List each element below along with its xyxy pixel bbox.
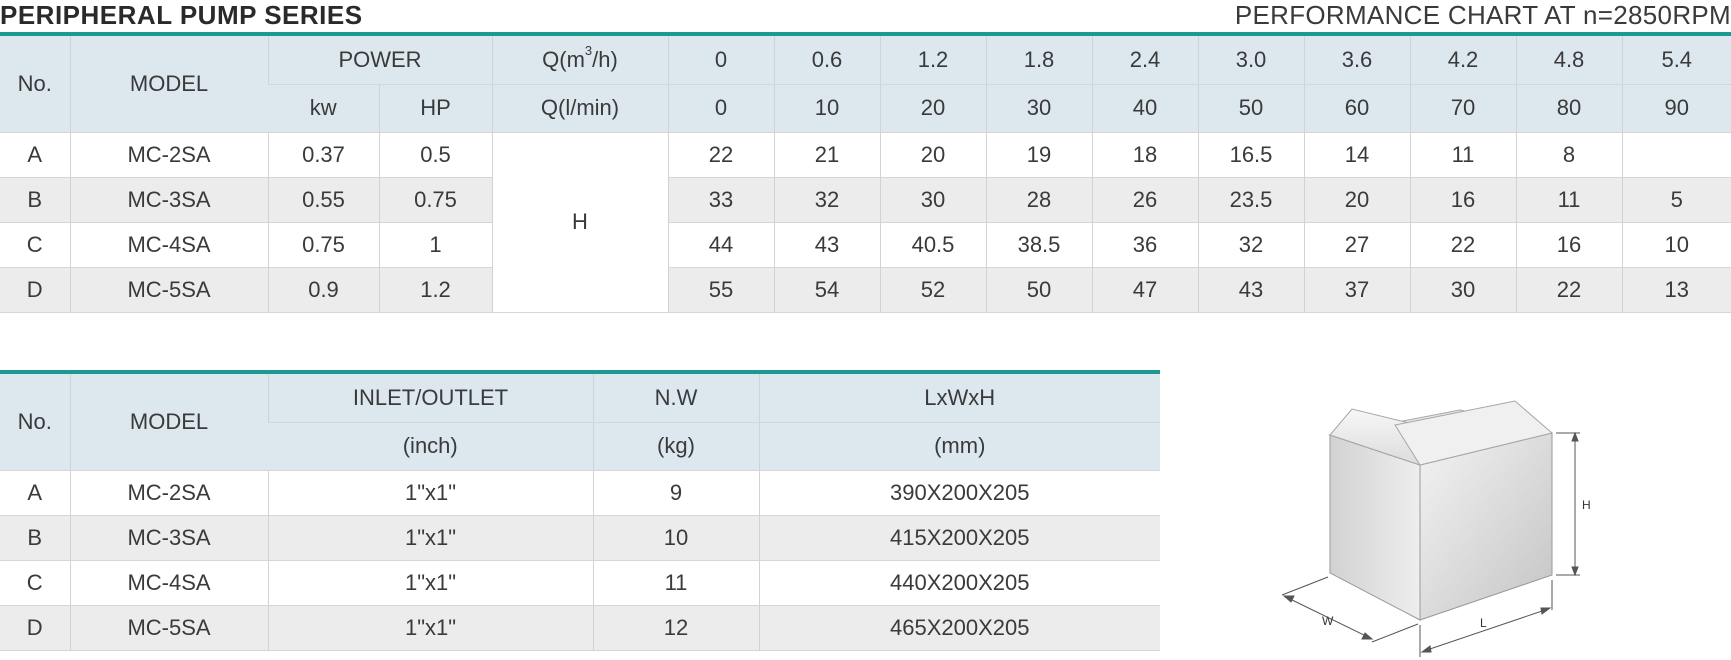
flow-m3h-value: 5.4 xyxy=(1622,36,1731,84)
head-value: 11 xyxy=(1516,177,1622,222)
row-model: MC-5SA xyxy=(70,605,268,650)
head-value: 23.5 xyxy=(1198,177,1304,222)
head-value: 47 xyxy=(1092,267,1198,312)
head-value: 36 xyxy=(1092,222,1198,267)
row-no: C xyxy=(0,560,70,605)
head-value: 55 xyxy=(668,267,774,312)
row-model: MC-3SA xyxy=(70,515,268,560)
packing-header-row-1 xyxy=(0,374,1160,422)
row-dimensions: 415X200X205 xyxy=(759,515,1160,560)
row-net-weight: 11 xyxy=(593,560,759,605)
head-value: 18 xyxy=(1092,132,1198,177)
head-value: 33 xyxy=(668,177,774,222)
head-value: 37 xyxy=(1304,267,1410,312)
table-row xyxy=(0,605,1160,650)
row-inlet-outlet: 1"x1" xyxy=(268,560,593,605)
head-value: 22 xyxy=(668,132,774,177)
flow-m3h-value: 0.6 xyxy=(774,36,880,84)
table-row xyxy=(0,177,1731,222)
flow-m3h-value: 1.2 xyxy=(880,36,986,84)
flow-lmin-value: 90 xyxy=(1622,84,1731,132)
row-no: C xyxy=(0,222,70,267)
width-label: W xyxy=(1322,614,1334,628)
row-kw: 0.55 xyxy=(268,177,379,222)
row-no: A xyxy=(0,132,70,177)
row-dimensions: 440X200X205 xyxy=(759,560,1160,605)
table-row xyxy=(0,222,1731,267)
flow-m3h-value: 2.4 xyxy=(1092,36,1198,84)
row-hp: 0.5 xyxy=(379,132,492,177)
table-row xyxy=(0,470,1160,515)
performance-chart-title: PERFORMANCE CHART AT n=2850RPM xyxy=(1234,0,1731,30)
flow-m3h-value: 0 xyxy=(668,36,774,84)
col-header-no: No. xyxy=(0,374,70,470)
row-kw: 0.37 xyxy=(268,132,379,177)
table-row xyxy=(0,267,1731,312)
flow-lmin-value: 70 xyxy=(1410,84,1516,132)
flow-lmin-value: 10 xyxy=(774,84,880,132)
head-value: 40.5 xyxy=(880,222,986,267)
row-no: D xyxy=(0,267,70,312)
flow-lmin-value: 40 xyxy=(1092,84,1198,132)
flow-lmin-value: 50 xyxy=(1198,84,1304,132)
row-no: B xyxy=(0,177,70,222)
col-header-inlet-outlet: INLET/OUTLET xyxy=(268,374,593,422)
head-value: 43 xyxy=(1198,267,1304,312)
row-inlet-outlet: 1"x1" xyxy=(268,515,593,560)
flow-m3h-value: 4.2 xyxy=(1410,36,1516,84)
head-value: 27 xyxy=(1304,222,1410,267)
series-title: PERIPHERAL PUMP SERIES xyxy=(0,0,363,30)
col-header-power: POWER xyxy=(268,36,492,84)
height-label: H xyxy=(1582,498,1591,512)
flow-m3h-value: 1.8 xyxy=(986,36,1092,84)
performance-header-row-1 xyxy=(0,36,1731,84)
row-hp: 0.75 xyxy=(379,177,492,222)
row-model: MC-2SA xyxy=(70,470,268,515)
head-value: 52 xyxy=(880,267,986,312)
col-unit-kg: (kg) xyxy=(593,422,759,470)
col-header-model: MODEL xyxy=(70,36,268,132)
carton-box-diagram xyxy=(1270,395,1600,660)
col-header-no: No. xyxy=(0,36,70,132)
head-value: 30 xyxy=(1410,267,1516,312)
flow-lmin-value: 0 xyxy=(668,84,774,132)
col-header-flow-m3h: $Q(m^3/h)$ xyxy=(492,36,668,84)
row-inlet-outlet: 1"x1" xyxy=(268,605,593,650)
head-value: 8 xyxy=(1516,132,1622,177)
head-value: 16 xyxy=(1516,222,1622,267)
flow-lmin-value: 80 xyxy=(1516,84,1622,132)
col-header-kw: kw xyxy=(268,84,379,132)
packing-table xyxy=(0,374,1160,651)
carton-box-icon xyxy=(1330,401,1552,620)
table-row xyxy=(0,560,1160,605)
table-row xyxy=(0,132,1731,177)
row-hp: 1 xyxy=(379,222,492,267)
row-dimensions: 465X200X205 xyxy=(759,605,1160,650)
row-dimensions: 390X200X205 xyxy=(759,470,1160,515)
row-no: D xyxy=(0,605,70,650)
head-label-cell: H xyxy=(492,132,668,312)
row-net-weight: 9 xyxy=(593,470,759,515)
head-value: 22 xyxy=(1516,267,1622,312)
row-net-weight: 10 xyxy=(593,515,759,560)
head-value: 20 xyxy=(1304,177,1410,222)
row-no: B xyxy=(0,515,70,560)
head-value: 20 xyxy=(880,132,986,177)
flow-lmin-value: 60 xyxy=(1304,84,1410,132)
head-value: 11 xyxy=(1410,132,1516,177)
head-value: 32 xyxy=(774,177,880,222)
row-inlet-outlet: 1"x1" xyxy=(268,470,593,515)
head-value: 16 xyxy=(1410,177,1516,222)
row-no: A xyxy=(0,470,70,515)
head-value: 19 xyxy=(986,132,1092,177)
row-model: MC-4SA xyxy=(70,560,268,605)
head-value: 28 xyxy=(986,177,1092,222)
col-header-model: MODEL xyxy=(70,374,268,470)
head-value: 30 xyxy=(880,177,986,222)
row-kw: 0.75 xyxy=(268,222,379,267)
head-value: 10 xyxy=(1622,222,1731,267)
head-value: 54 xyxy=(774,267,880,312)
col-header-net-weight: N.W xyxy=(593,374,759,422)
col-unit-mm: (mm) xyxy=(759,422,1160,470)
head-value: 50 xyxy=(986,267,1092,312)
row-hp: 1.2 xyxy=(379,267,492,312)
head-value: 44 xyxy=(668,222,774,267)
performance-table xyxy=(0,36,1731,313)
flow-m3h-value: 3.6 xyxy=(1304,36,1410,84)
row-kw: 0.9 xyxy=(268,267,379,312)
head-value: 14 xyxy=(1304,132,1410,177)
col-header-dimensions: LxWxH xyxy=(759,374,1160,422)
flow-m3h-value: 3.0 xyxy=(1198,36,1304,84)
col-header-hp: HP xyxy=(379,84,492,132)
head-value: 26 xyxy=(1092,177,1198,222)
head-value: 16.5 xyxy=(1198,132,1304,177)
col-header-flow-lmin: Q(l/min) xyxy=(492,84,668,132)
head-value: 21 xyxy=(774,132,880,177)
head-value: 43 xyxy=(774,222,880,267)
head-value: 22 xyxy=(1410,222,1516,267)
height-dimension-line xyxy=(1556,433,1580,575)
head-value: 5 xyxy=(1622,177,1731,222)
col-unit-inch: (inch) xyxy=(268,422,593,470)
row-model: MC-5SA xyxy=(70,267,268,312)
length-label: L xyxy=(1480,616,1487,630)
flow-lmin-value: 30 xyxy=(986,84,1092,132)
head-value: 32 xyxy=(1198,222,1304,267)
row-net-weight: 12 xyxy=(593,605,759,650)
row-model: MC-3SA xyxy=(70,177,268,222)
row-model: MC-4SA xyxy=(70,222,268,267)
flow-lmin-value: 20 xyxy=(880,84,986,132)
row-model: MC-2SA xyxy=(70,132,268,177)
head-value: 13 xyxy=(1622,267,1731,312)
head-value xyxy=(1622,132,1731,177)
head-value: 38.5 xyxy=(986,222,1092,267)
table-row xyxy=(0,515,1160,560)
flow-m3h-value: 4.8 xyxy=(1516,36,1622,84)
